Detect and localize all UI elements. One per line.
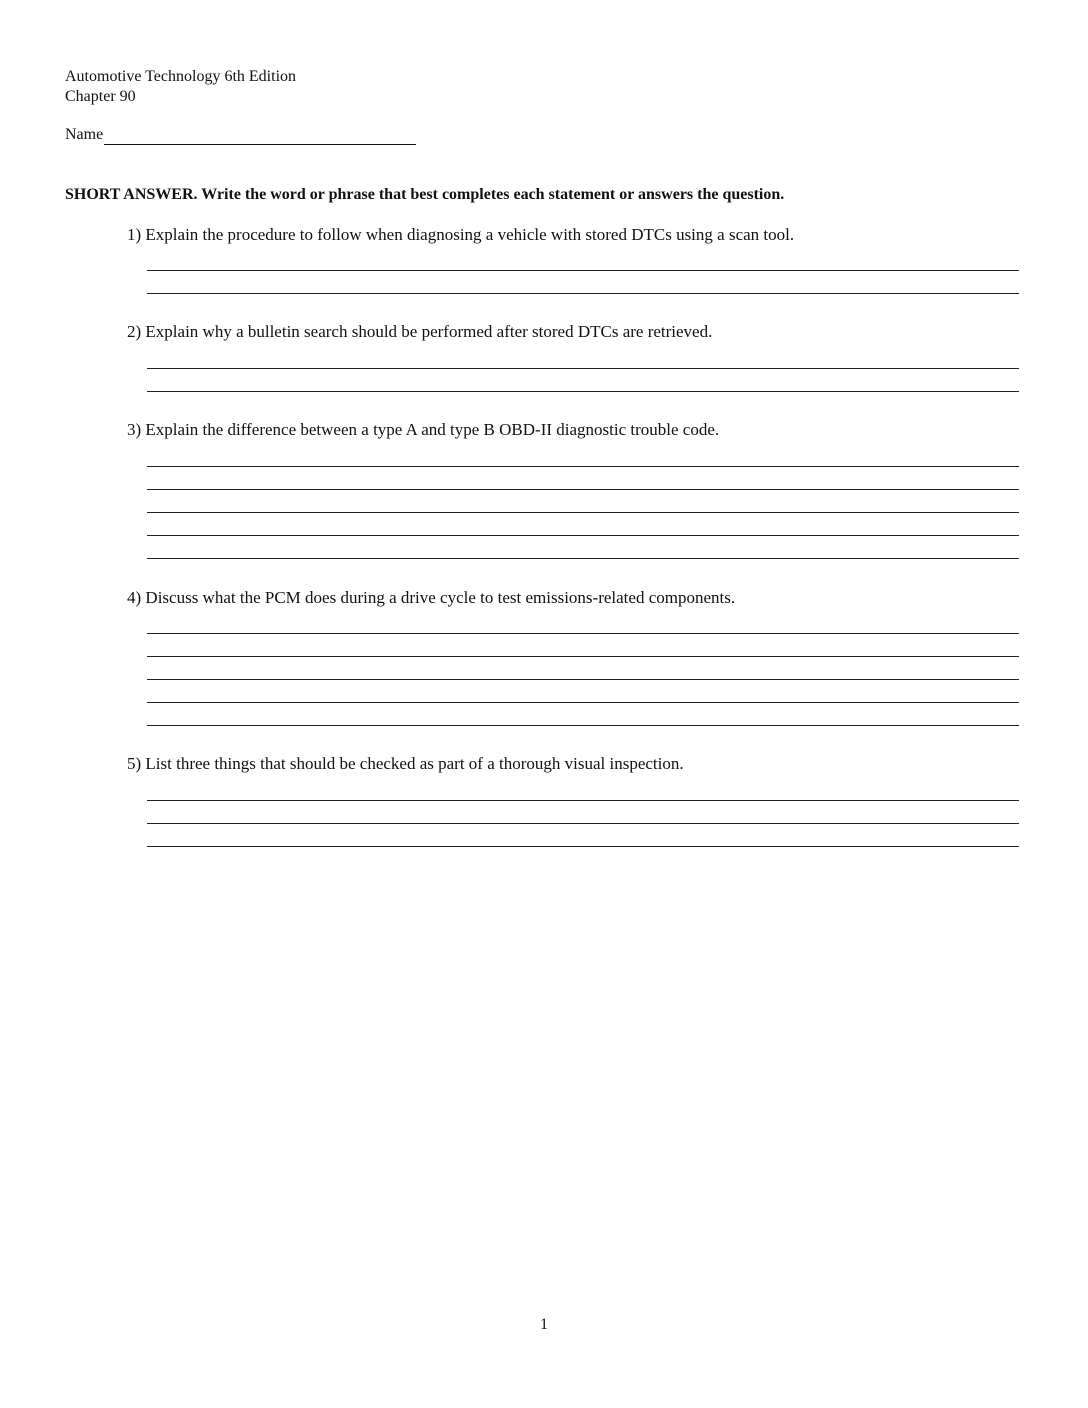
name-field[interactable] [104, 126, 416, 145]
answer-line[interactable] [147, 466, 1019, 467]
question-2: 2) Explain why a bulletin search should be performed after stored DTCs are retrieved. [127, 322, 713, 341]
answer-line[interactable] [147, 391, 1019, 392]
question-3: 3) Explain the difference between a type A and type B OBD-II diagnostic trouble code. [127, 420, 720, 439]
answer-line[interactable] [147, 846, 1019, 847]
answer-line[interactable] [147, 679, 1019, 680]
book-title: Automotive Technology 6th Edition [65, 68, 297, 85]
answer-line[interactable] [147, 633, 1019, 634]
page-number: 1 [540, 1316, 548, 1333]
name-row [65, 125, 416, 145]
name-label: Name [65, 126, 104, 143]
question-5: 5) List three things that should be checked as part of a thorough visual inspection. [127, 754, 684, 773]
answer-line[interactable] [147, 823, 1019, 824]
answer-line[interactable] [147, 293, 1019, 294]
question-1: 1) Explain the procedure to follow when diagnosing a vehicle with stored DTCs using a scan tool. [127, 225, 795, 244]
answer-line[interactable] [147, 512, 1019, 513]
answer-line[interactable] [147, 800, 1019, 801]
question-4: 4) Discuss what the PCM does during a drive cycle to test emissions-related components. [127, 588, 736, 607]
section-heading: SHORT ANSWER. Write the word or phrase that best completes each statement or answers the question. [65, 186, 785, 203]
chapter-label: Chapter 90 [65, 88, 136, 105]
answer-line[interactable] [147, 270, 1019, 271]
answer-line[interactable] [147, 656, 1019, 657]
answer-line[interactable] [147, 725, 1019, 726]
answer-line[interactable] [147, 558, 1019, 559]
answer-line[interactable] [147, 489, 1019, 490]
answer-line[interactable] [147, 368, 1019, 369]
answer-line[interactable] [147, 535, 1019, 536]
answer-line[interactable] [147, 702, 1019, 703]
